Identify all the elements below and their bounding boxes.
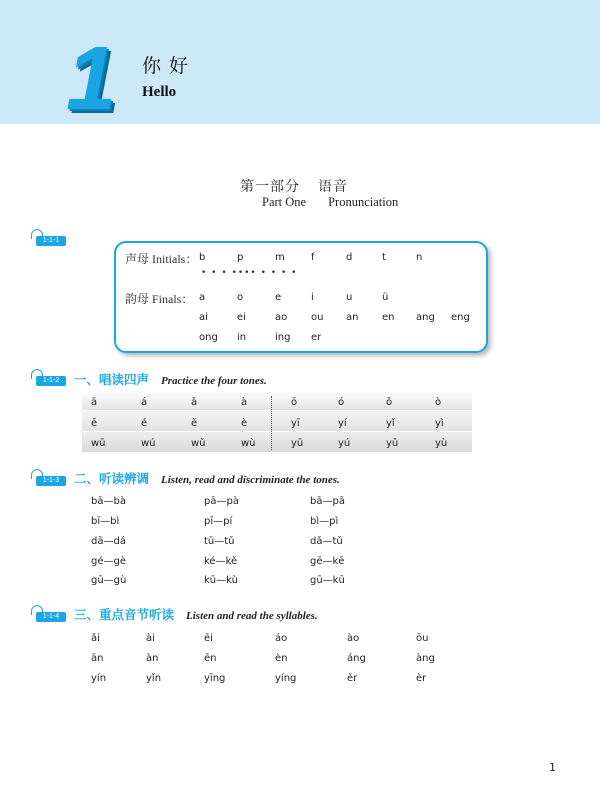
- syllable: áng: [347, 653, 366, 664]
- syllable: ài: [146, 633, 155, 644]
- tone-cell: yì: [435, 418, 444, 429]
- final: ai: [199, 312, 208, 323]
- syllable: ān: [91, 653, 104, 664]
- section-title-english: Practice the four tones.: [161, 375, 267, 387]
- initial-f: f: [311, 252, 315, 263]
- syllable: àng: [416, 653, 435, 664]
- syllable: èr: [416, 673, 427, 684]
- syllable: áo: [275, 633, 288, 644]
- initial-d: d: [346, 252, 353, 263]
- tone-cell: wù: [241, 438, 256, 449]
- tone-pair: bī—bì: [91, 516, 120, 527]
- syllable: àn: [146, 653, 159, 664]
- initial-t: t: [382, 252, 386, 263]
- tone-cell: ē: [91, 418, 98, 429]
- final: o: [237, 292, 244, 303]
- final: ü: [382, 292, 389, 303]
- final: an: [346, 312, 359, 323]
- initial-b: b: [199, 252, 206, 263]
- final: i: [311, 292, 314, 303]
- final: ou: [311, 312, 324, 323]
- syllable: ào: [347, 633, 360, 644]
- tone-cell: á: [141, 397, 148, 408]
- tone-cell: ò: [435, 397, 442, 408]
- tone-cell: yí: [338, 418, 347, 429]
- tone-cell: yú: [338, 438, 351, 449]
- tone-cell: wū: [91, 438, 106, 449]
- tone-cell: yǔ: [386, 438, 399, 449]
- audio-track-badge[interactable]: 1-1-3: [36, 476, 66, 486]
- final: ang: [416, 312, 435, 323]
- tone-pair: ké—kě: [204, 556, 238, 567]
- final: en: [382, 312, 395, 323]
- tone-cell: ō: [291, 397, 298, 408]
- tone-pair: gē—kē: [310, 556, 345, 567]
- tone-pair: pī—pí: [204, 516, 233, 527]
- part-title-chinese: 第一部分 语音: [240, 179, 348, 195]
- tone-pair: dǎ—tǔ: [310, 536, 343, 547]
- initial-m: m: [275, 252, 285, 263]
- finals-label: 韵母 Finals：: [125, 292, 194, 306]
- column-divider: [271, 396, 272, 450]
- final: ong: [199, 332, 218, 343]
- tone-cell: ó: [338, 397, 345, 408]
- lesson-title-chinese: 你好: [142, 55, 197, 77]
- part-title-english: Part One Pronunciation: [262, 195, 399, 209]
- tone-pair: gū—gù: [91, 575, 127, 586]
- final: ing: [275, 332, 291, 343]
- final: a: [199, 292, 206, 303]
- tone-cell: yū: [291, 438, 304, 449]
- tone-cell: è: [241, 418, 248, 429]
- tone-pair: dā—dá: [91, 536, 126, 547]
- syllable: yīng: [204, 673, 226, 684]
- tone-cell: ā: [91, 397, 98, 408]
- tone-cell: yī: [291, 418, 300, 429]
- final: ei: [237, 312, 246, 323]
- syllable: ēn: [204, 653, 217, 664]
- tone-dots: • • • •••• • • • •: [201, 268, 298, 278]
- section-title-chinese: 二、听读辨调: [74, 471, 150, 486]
- final: ao: [275, 312, 288, 323]
- tone-pair: gū—kū: [310, 575, 345, 586]
- initial-p: p: [237, 252, 244, 263]
- section-title-chinese: 三、重点音节听读: [74, 607, 175, 622]
- tone-pair: pā—pà: [204, 496, 239, 507]
- page-number: 1: [549, 761, 556, 774]
- tone-cell: ǎ: [191, 397, 198, 408]
- final: e: [275, 292, 282, 303]
- syllable: yín: [91, 673, 107, 684]
- tone-cell: à: [241, 397, 248, 408]
- section-title-english: Listen, read and discriminate the tones.: [161, 474, 340, 486]
- syllable: yíng: [275, 673, 297, 684]
- syllable: ǎi: [91, 633, 100, 644]
- section-heading-discriminate-tones: [74, 469, 340, 487]
- tone-pair: tū—tǔ: [204, 536, 235, 547]
- lesson-title-english: Hello: [142, 84, 177, 100]
- syllable: ēi: [204, 633, 213, 644]
- final: er: [311, 332, 322, 343]
- tone-cell: wú: [141, 438, 156, 449]
- tone-pair: bā—bà: [91, 496, 126, 507]
- tone-cell: ǒ: [386, 397, 393, 408]
- section-title-chinese: 一、唱读四声: [74, 372, 150, 387]
- initials-label: 声母 Initials：: [125, 252, 198, 266]
- section-heading-four-tones: [74, 370, 267, 388]
- syllable: ěr: [347, 673, 358, 684]
- final: eng: [451, 312, 470, 323]
- tone-cell: é: [141, 418, 148, 429]
- section-heading-key-syllables: [74, 605, 318, 623]
- audio-track-badge[interactable]: 1-1-1: [36, 236, 66, 246]
- tone-cell: yǐ: [386, 418, 395, 429]
- tone-pair: kū—kù: [204, 575, 238, 586]
- syllable: ōu: [416, 633, 429, 644]
- tone-pair: bì—pì: [310, 516, 339, 527]
- final: u: [346, 292, 353, 303]
- tone-cell: wǔ: [191, 438, 206, 449]
- final: in: [237, 332, 247, 343]
- initial-n: n: [416, 252, 423, 263]
- tone-cell: ě: [191, 418, 198, 429]
- audio-track-badge[interactable]: 1-1-4: [36, 612, 66, 622]
- syllable: yǐn: [146, 673, 162, 684]
- tone-pair: bā—pā: [310, 496, 345, 507]
- syllable: èn: [275, 653, 288, 664]
- tone-cell: yù: [435, 438, 448, 449]
- audio-track-badge[interactable]: 1-1-2: [36, 376, 66, 386]
- lesson-number: 1: [66, 29, 117, 129]
- section-title-english: Listen and read the syllables.: [186, 610, 318, 622]
- tone-pair: gé—gè: [91, 556, 126, 567]
